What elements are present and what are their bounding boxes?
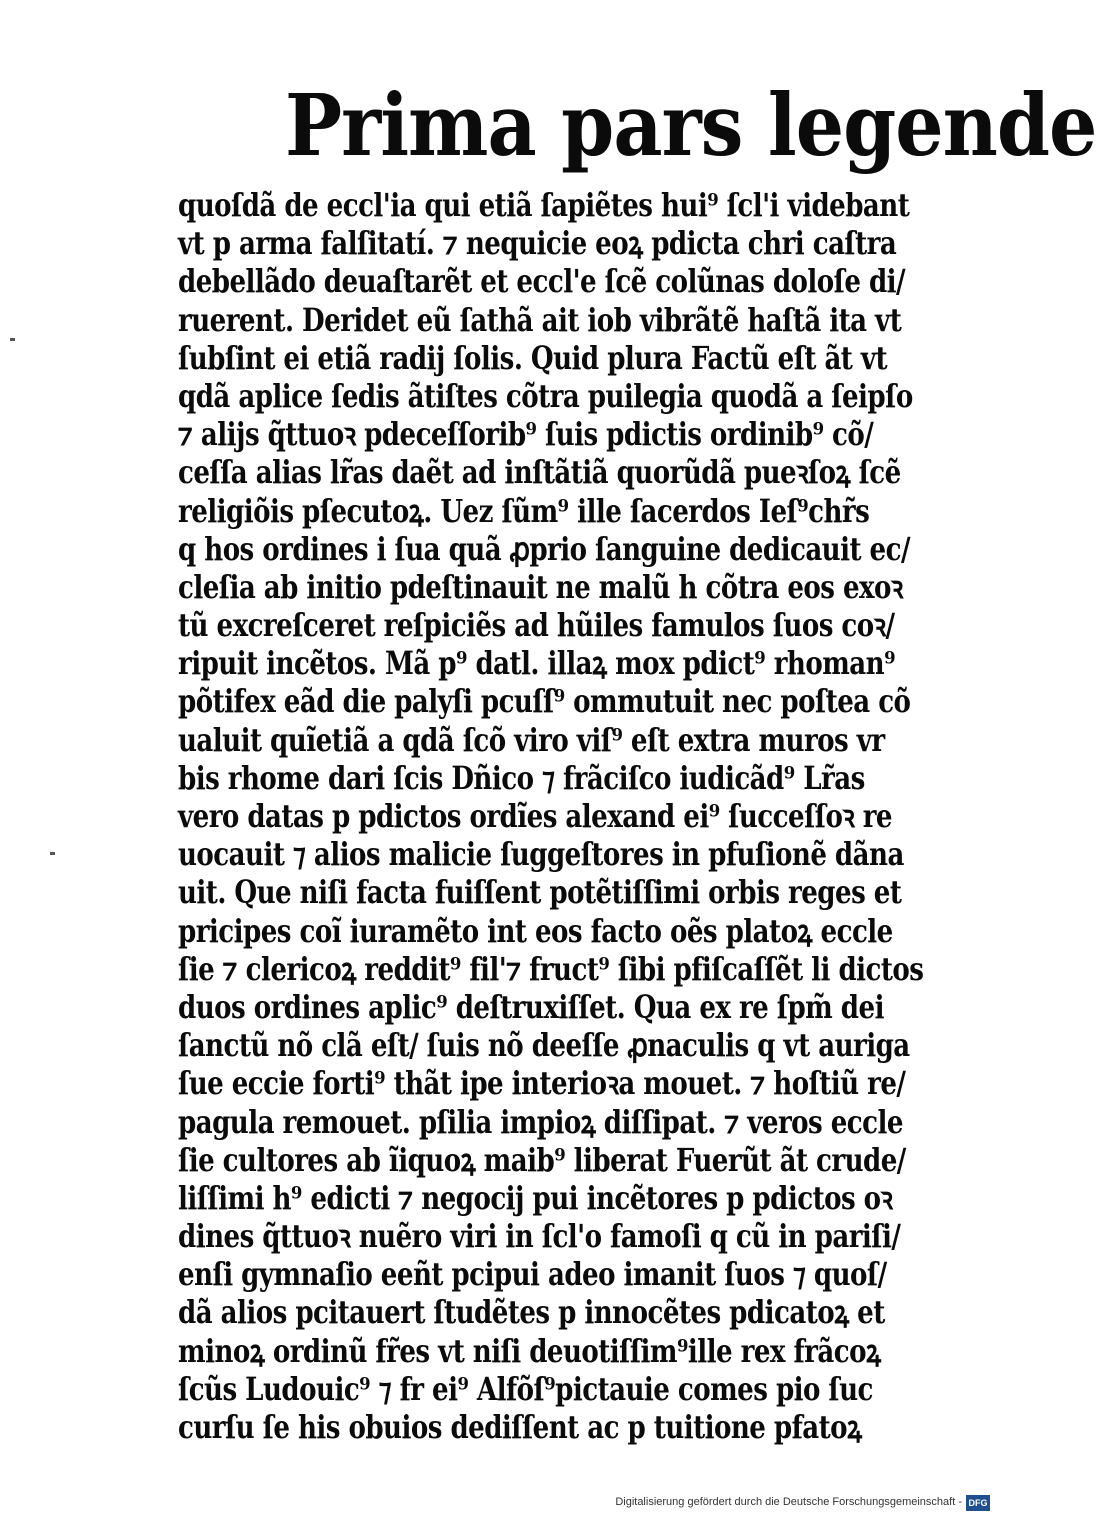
digitization-credit: Digitalisierung gefördert durch die Deutsche Forschungsgemeinschaft - bbox=[615, 1496, 962, 1508]
dfg-logo: DFG bbox=[966, 1495, 990, 1511]
text-line: bis rhome dari ſcis Dñico ⁊ frãciſco iudicãd⁹ Lr̃as bbox=[178, 759, 865, 797]
text-line: ſie cultores ab ĩiquoꝝ maib⁹ liberat Fuerũt ãt crude/ bbox=[178, 1141, 906, 1179]
text-line: ſubſint ei etiã radij ſolis. Quid plura Factũ eſt ãt vt bbox=[178, 339, 888, 377]
text-line: cleſia ab initio pdeſtinauit ne malũ h cõtra eos exoꝛ bbox=[178, 568, 903, 606]
text-line: ⁊ alijs q̃ttuoꝛ pdeceſſorib⁹ ſuis pdictis ordinib⁹ cõ/ bbox=[178, 415, 874, 453]
margin-speck bbox=[10, 338, 15, 341]
text-line: tũ excreſceret reſpiciẽs ad hũiles famulos ſuos coꝛ/ bbox=[178, 606, 895, 644]
text-line: põtifex eãd die palyſi pcuſſ⁹ ommutuit nec poſtea cõ bbox=[178, 683, 911, 720]
running-head: Prima pars legende bbox=[285, 75, 1096, 176]
text-line: ſanctũ nõ clã eſt/ ſuis nõ deeſſe ꝓnaculis q vt auriga bbox=[178, 1026, 910, 1064]
text-line: ripuit incẽtos. Mã p⁹ datl. illaꝝ mox pdict⁹ rhoman⁹ bbox=[178, 644, 896, 682]
text-line: ruerent. Deridet eũ ſathã ait iob vibrãtẽ haſtã ita vt bbox=[178, 301, 902, 338]
text-line: vero datas p pdictos ordĩes alexand ei⁹ ſucceſſoꝛ re bbox=[178, 797, 892, 835]
text-line: religiõis pſecutoꝝ. Uez ſũm⁹ ille ſacerdos Ieſ⁹chr̃s bbox=[178, 492, 870, 529]
text-line: quoſdã de eccl'ia qui etiã ſapiẽtes hui⁹ ſcl'i videbant bbox=[178, 186, 910, 224]
text-line: ualuit quĩetiã a qdã ſcõ viro viſ⁹ eſt extra muros vr bbox=[178, 721, 885, 758]
margin-speck bbox=[50, 852, 55, 855]
text-line: q hos ordines i ſua quã ꝓprio ſanguine dedicauit ec/ bbox=[178, 530, 910, 568]
text-line: dines q̃ttuoꝛ nuẽro viri in ſcl'o famoſi q cũ in pariſi/ bbox=[178, 1217, 901, 1255]
text-line: minoꝝ ordinũ fr̃es vt niſi deuotiſſim⁹ille rex frãcoꝝ bbox=[178, 1332, 881, 1369]
body-text bbox=[178, 186, 948, 1446]
text-line: ſcũs Ludouic⁹ ⁊ fr ei⁹ Alfõſ⁹pictauie comes pio ſuc bbox=[178, 1370, 873, 1408]
text-line: uit. Que niſi facta fuiſſent potẽtiſſimi orbis reges et bbox=[178, 874, 902, 911]
text-line: dã alios pcitauert ſtudẽtes p innocẽtes pdicatoꝝ et bbox=[178, 1294, 885, 1331]
text-line: vt p arma falſitatí. ⁊ nequicie eoꝝ pdicta chri caſtra bbox=[178, 224, 897, 262]
text-line: ſie ⁊ clericoꝝ reddit⁹ fil'⁊ fruct⁹ ſibi pfiſcaſſẽt li dictos bbox=[178, 950, 924, 988]
text-line: ceſſa alias lr̃as daẽt ad inſtãtiã quorũdã pueꝛſoꝝ ſcẽ bbox=[178, 453, 901, 491]
text-line: enſi gymnaſio eeñt pcipui adeo imanit ſuos ⁊ quoſ/ bbox=[178, 1255, 887, 1293]
text-line: qdã aplice ſedis ãtiſtes cõtra puilegia quodã a ſeipſo bbox=[178, 377, 913, 415]
text-line: curſu ſe his obuios dediſſent ac p tuitione pfatoꝝ bbox=[178, 1408, 862, 1446]
text-line: debellãdo deuaſtarẽt et eccl'e ſcẽ colũnas doloſe di/ bbox=[178, 263, 906, 300]
text-line: uocauit ⁊ alios malicie ſuggeſtores in pfuſionẽ dãna bbox=[178, 835, 904, 873]
text-line: liſſimi h⁹ edicti ⁊ negocij pui incẽtores p pdictos oꝛ bbox=[178, 1179, 893, 1217]
text-line: ſue eccie forti⁹ thãt ipe interioꝛa mouet. ⁊ hoſtiũ re/ bbox=[178, 1064, 906, 1102]
text-line: pagula remouet. pſilia impioꝝ diſſipat. ⁊ veros eccle bbox=[178, 1103, 903, 1140]
text-line: pricipes coĩ iuramẽto int eos facto oẽs platoꝝ eccle bbox=[178, 912, 893, 949]
text-line: duos ordines aplic⁹ deſtruxiſſet. Qua ex re ſpm̃ dei bbox=[178, 988, 884, 1026]
